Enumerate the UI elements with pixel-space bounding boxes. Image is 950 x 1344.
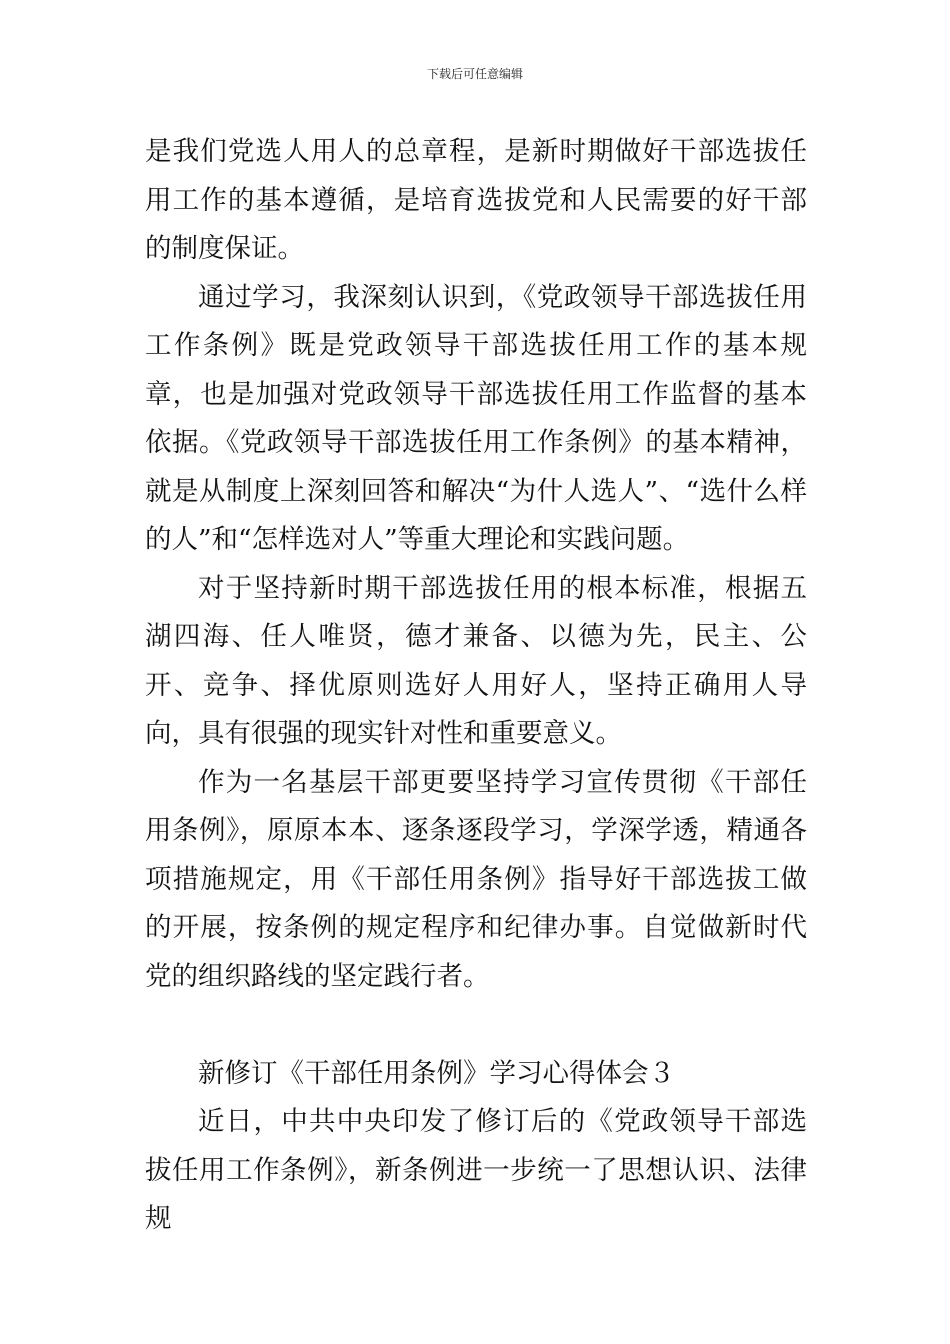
page-header: 下载后可任意编辑: [426, 67, 523, 81]
paragraph: 近日，中共中央印发了修订后的《党政领导干部选拔任用工作条例》，新条例进一步统一了思想认识、法律规: [145, 1106, 807, 1234]
paragraph: 对于坚持新时期干部选拔任用的根本标准，根据五湖四海、任人唯贤，德才兼备、以德为先，民主、公开、竞争、择优原则选好人用好人，坚持正确用人导向，具有很强的现实针对性和重要意义。: [145, 572, 807, 749]
paragraph: 作为一名基层干部更要坚持学习宣传贯彻《干部任用条例》，原原本本、逐条逐段学习，学深学透，精通各项措施规定，用《干部任用条例》指导好干部选拔工做的开展，按条例的规定程序和纪律办事。自觉做新时代党的组织路线的坚定践行者。: [145, 766, 807, 992]
paragraph: 通过学习，我深刻认识到，《党政领导干部选拔任用工作条例》既是党政领导干部选拔任用工作的基本规章，也是加强对党政领导干部选拔任用工作监督的基本依据。《党政领导干部选拔任用工作条例》的基本精神，就是从制度上深刻回答和解决“为什人选人”、“选什么样的人”和“怎样选对人”等重大理论和实践问题。: [145, 281, 807, 555]
section-title: 新修订《干部任用条例》学习心得体会３: [198, 1057, 675, 1089]
document-body: [145, 128, 807, 1244]
paragraph-continued: 是我们党选人用人的总章程，是新时期做好干部选拔任用工作的基本遵循，是培育选拔党和人民需要的好干部的制度保证。: [145, 136, 807, 264]
